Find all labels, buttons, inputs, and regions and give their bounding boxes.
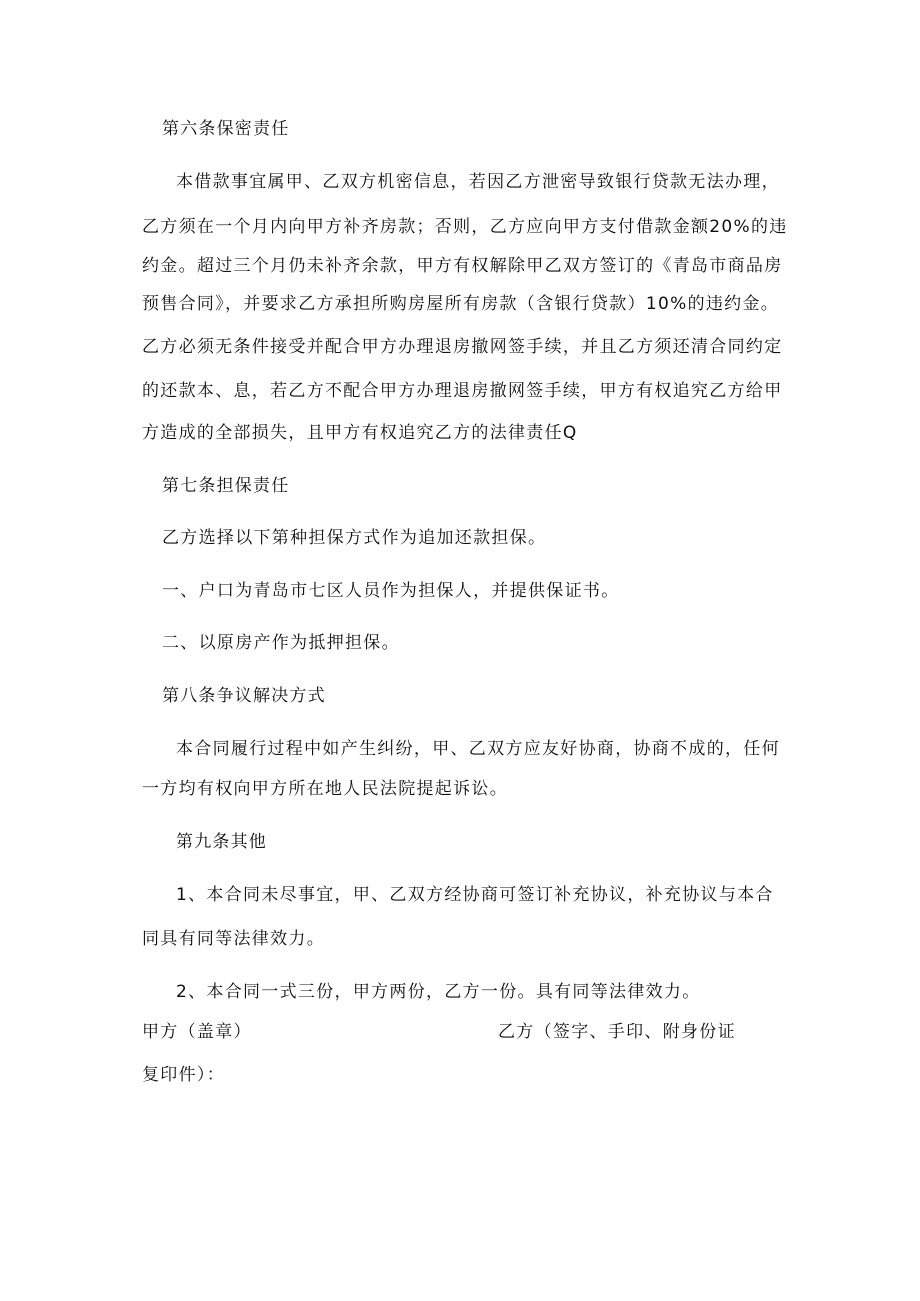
article-6-line-2: 乙方须在一个月内向甲方补齐房款；否则，乙方应向甲方支付借款金额20%的违 <box>142 217 788 237</box>
article-7-intro: 乙方选择以下第种担保方式作为追加还款担保。 <box>162 528 547 548</box>
article-9-heading: 第九条其他 <box>176 832 267 852</box>
article-6-line-6: 的还款本、息，若乙方不配合甲方办理退房撤网签手续，甲方有权追究乙方给甲 <box>142 381 783 401</box>
article-6-line-3: 约金。超过三个月仍未补齐余款，甲方有权解除甲乙双方签订的《青岛市商品房 <box>142 256 783 276</box>
article-8-line-1: 本合同履行过程中如产生纠纷，甲、乙双方应友好协商，协商不成的，任何 <box>176 739 780 759</box>
article-6-line-7: 方造成的全部损失，且甲方有权追究乙方的法律责任Q <box>142 423 578 443</box>
article-9-item-2: 2、本合同一式三份，甲方两份，乙方一份。具有同等法律效力。 <box>176 982 701 1002</box>
article-6-line-1: 本借款事宜属甲、乙双方机密信息，若因乙方泄密导致银行贷款无法办理， <box>176 172 780 192</box>
article-6-heading: 第六条保密责任 <box>162 119 290 139</box>
article-8-heading: 第八条争议解决方式 <box>162 686 326 706</box>
article-6-line-4: 预售合同》，并要求乙方承担所购房屋所有房款（含银行贷款）10%的违约金。 <box>142 294 780 314</box>
article-7-option-1: 一、户口为青岛市七区人员作为担保人，并提供保证书。 <box>162 581 620 601</box>
article-9-item-1-line-2: 同具有同等法律效力。 <box>142 929 325 949</box>
party-a-signature-label: 甲方（盖章） <box>142 1022 252 1042</box>
party-b-signature-label-cont: 复印件）： <box>142 1065 225 1085</box>
party-b-signature-label: 乙方（签字、手印、附身份证 <box>498 1022 736 1042</box>
article-9-item-1-line-1: 1、本合同未尽事宜，甲、乙双方经协商可签订补充协议，补充协议与本合 <box>176 885 774 905</box>
article-8-line-2: 一方均有权向甲方所在地人民法院提起诉讼。 <box>142 779 508 799</box>
article-6-line-5: 乙方必须无条件接受并配合甲方办理退房撤网签手续，并且乙方须还清合同约定 <box>142 337 783 357</box>
article-7-heading: 第七条担保责任 <box>162 476 290 496</box>
article-7-option-2: 二、以原房产作为抵押担保。 <box>162 633 400 653</box>
